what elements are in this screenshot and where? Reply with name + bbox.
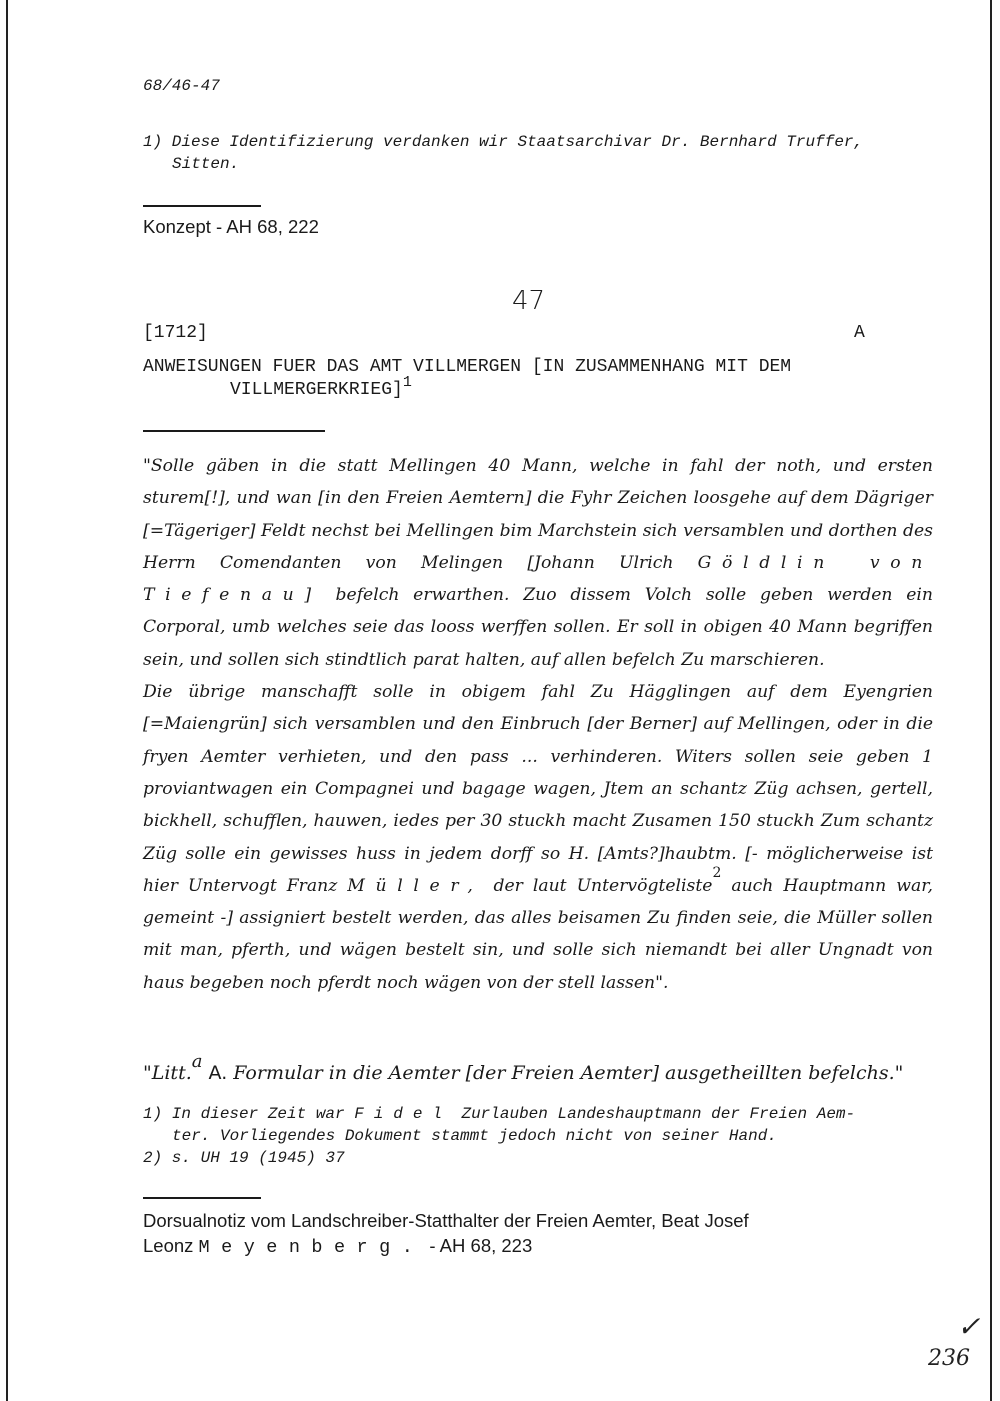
litt-prefix: "Litt. — [143, 1062, 192, 1084]
litt-superscript: a — [191, 1051, 203, 1072]
footnote-1-line-1 — [143, 1105, 855, 1123]
top-footnote-line-1: 1) Diese Identifizierung verdanken wir Staatsarchivar Dr. Bernhard Truffer, — [143, 133, 864, 151]
title-line-2-text: VILLMERGERKRIEG] — [230, 380, 403, 400]
paragraph-2 — [143, 676, 933, 999]
reference-number: 68/46-47 — [143, 77, 220, 95]
pencil-page-number: 236 — [928, 1346, 970, 1371]
person-name-meyenberg: Meyenberg. — [198, 1237, 425, 1258]
litt-line — [143, 1051, 904, 1084]
top-footnote-line-2: Sitten. — [172, 155, 240, 173]
main-text — [143, 450, 933, 999]
dorsal-note-part-b: - AH 68, 223 — [429, 1235, 533, 1256]
source-line: Konzept - AH 68, 222 — [143, 216, 319, 237]
divider-rule-2 — [143, 430, 325, 432]
dorsal-note-part-a: Leonz — [143, 1235, 194, 1256]
person-name-goeldlin: Göldlin von Tiefenau] — [143, 552, 933, 606]
divider-rule-1 — [143, 205, 261, 207]
paragraph-2-part-c: auch Hauptmann war, gemeint -] assigniert bestelt werden, das alles beisamen Zu finden seie, die Müller sollen mit man, pferth, und wägen bestelt sin, und solle sich niemandt bei aller Ungnadt von haus begeben noch pferdt noch wägen von der stell lassen". — [143, 875, 933, 993]
paragraph-2-part-b: der laut Untervögteliste — [493, 875, 713, 896]
title-footnote-mark: 1 — [402, 374, 412, 391]
footnote-1-part-b: Zurlauben Landeshauptmann der Freien Aem- — [461, 1105, 856, 1123]
dorsal-note — [143, 1208, 749, 1260]
footnote-1-part-a: 1) In dieser Zeit war — [143, 1105, 345, 1123]
paragraph-1-part-a: "Solle gäben in die statt Mellingen 40 Mann, welche in fahl der noth, und ersten sturem[!], und wan [in den Freien Aemtern] die Fyhr Zeichen loosgehe auf dem Dägriger [=Tägeriger] Feldt nechst bei Mellingen bim Marchstein sich versamblen und dorthen des Herrn Comendanten von Melingen [Johann Ulrich — [143, 456, 933, 573]
litt-letter: A. — [208, 1062, 228, 1084]
dorsal-note-line-2 — [143, 1233, 749, 1260]
document-date: [1712] — [143, 323, 208, 343]
paragraph-2-footnote-mark: 2 — [712, 864, 722, 881]
title-line-2 — [230, 374, 412, 400]
footnote-2: 2) s. UH 19 (1945) 37 — [143, 1149, 345, 1167]
paragraph-2-part-a: Die übrige manschafft solle in obigem fahl Zu Hägglingen auf dem Eyengrien [=Maiengrün] sich versamblen und den Einbruch [der Berner] auf Mellingen, oder in die fryen Aemter verhieten, und den pass ... verhinderen. Witers sollen seie geben 1 proviantwagen ein Compagnei und bagage wagen, Jtem an schantz Züg achsen, gertell, bickhell, schufflen, hauwen, iedes per 30 stuckh macht Zusamen 150 stuckh Zum schantz Züg solle ein gewisses huss in jedem dorff so H. [Amts?]haubtm. [- möglicherweise ist hier Untervogt Franz — [143, 682, 933, 896]
person-name-fidel: Fidel — [354, 1105, 452, 1123]
document-letter: A — [854, 323, 865, 343]
pencil-check-mark: ✓ — [957, 1310, 981, 1343]
paragraph-1 — [143, 450, 933, 676]
dorsal-note-line-1: Dorsualnotiz vom Landschreiber-Statthalter der Freien Aemter, Beat Josef — [143, 1210, 749, 1231]
paragraph-1-part-b: befelch erwarthen. Zuo dissem Volch solle geben werden ein Corporal, umb welches seie das looss werffen sollen. Er soll in obigen 40 Mann begriffen sein, und sollen sich stindtlich parat halten, auf allen befelch Zu marschieren. — [143, 585, 933, 670]
footnote-1-line-2: ter. Vorliegendes Dokument stammt jedoch nicht von seiner Hand. — [172, 1127, 777, 1145]
divider-rule-3 — [143, 1197, 261, 1199]
person-name-mueller: Müller, — [347, 875, 484, 896]
title-line-1: ANWEISUNGEN FUER DAS AMT VILLMERGEN [IN ZUSAMMENHANG MIT DEM — [143, 357, 792, 377]
litt-text: Formular in die Aemter [der Freien Aemter] ausgetheillten befelchs." — [233, 1062, 904, 1084]
document-number: 47 — [512, 286, 546, 316]
